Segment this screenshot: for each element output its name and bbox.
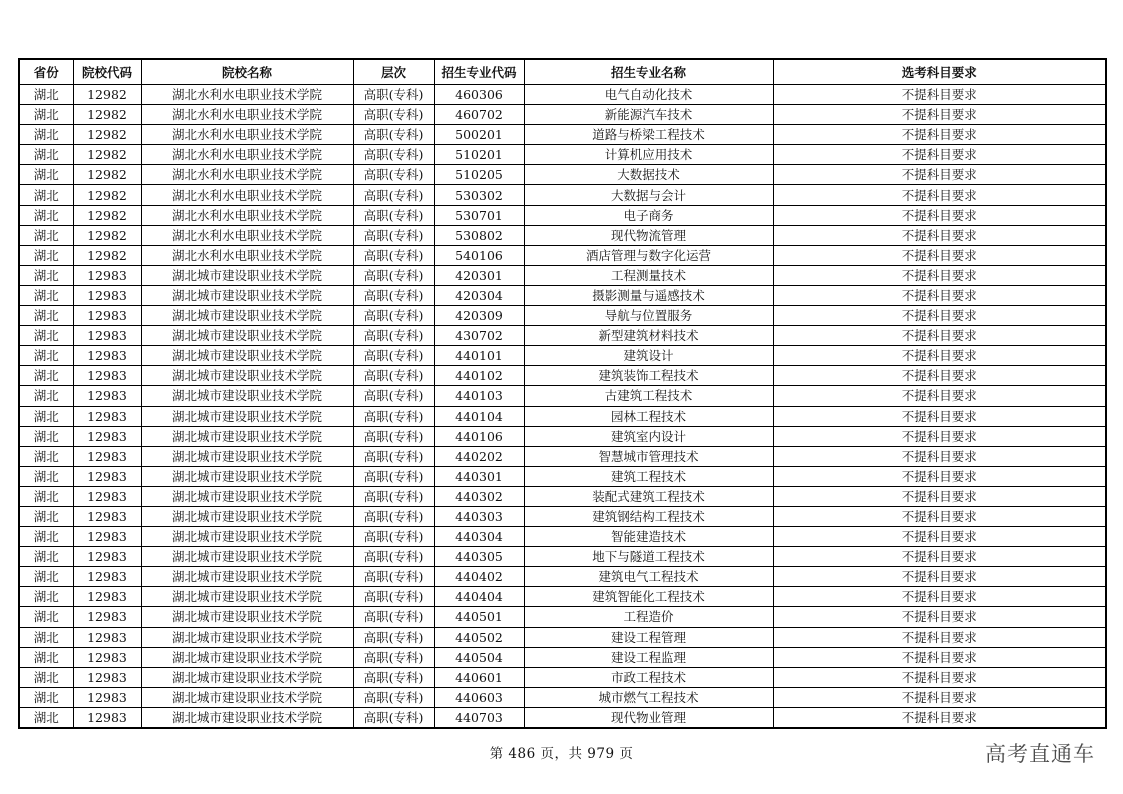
cell-major-name: 古建筑工程技术	[524, 386, 773, 406]
cell-major-code: 440106	[434, 426, 524, 446]
cell-level: 高职(专科)	[353, 245, 434, 265]
cell-major-code: 440202	[434, 446, 524, 466]
table-row	[19, 145, 1106, 165]
cell-level: 高职(专科)	[353, 346, 434, 366]
cell-major-name: 装配式建筑工程技术	[524, 486, 773, 506]
cell-school-name: 湖北城市建设职业技术学院	[141, 527, 353, 547]
cell-province: 湖北	[19, 125, 73, 145]
cell-major-name: 现代物业管理	[524, 707, 773, 728]
cell-subject-requirement: 不提科目要求	[773, 205, 1106, 225]
cell-province: 湖北	[19, 707, 73, 728]
cell-major-name: 建筑电气工程技术	[524, 567, 773, 587]
cell-level: 高职(专科)	[353, 85, 434, 105]
cell-level: 高职(专科)	[353, 306, 434, 326]
header-major-name: 招生专业名称	[524, 59, 773, 85]
cell-province: 湖北	[19, 185, 73, 205]
table-row	[19, 547, 1106, 567]
cell-school-name: 湖北水利水电职业技术学院	[141, 245, 353, 265]
cell-level: 高职(专科)	[353, 587, 434, 607]
cell-level: 高职(专科)	[353, 687, 434, 707]
cell-province: 湖北	[19, 446, 73, 466]
cell-school-name: 湖北水利水电职业技术学院	[141, 85, 353, 105]
cell-major-code: 440404	[434, 587, 524, 607]
table-row	[19, 205, 1106, 225]
cell-school-code: 12983	[73, 265, 141, 285]
cell-school-name: 湖北城市建设职业技术学院	[141, 466, 353, 486]
cell-subject-requirement: 不提科目要求	[773, 185, 1106, 205]
cell-level: 高职(专科)	[353, 265, 434, 285]
cell-province: 湖北	[19, 527, 73, 547]
cell-major-code: 510205	[434, 165, 524, 185]
table-row	[19, 426, 1106, 446]
header-major-code: 招生专业代码	[434, 59, 524, 85]
table-row	[19, 587, 1106, 607]
table-row	[19, 125, 1106, 145]
cell-subject-requirement: 不提科目要求	[773, 707, 1106, 728]
header-level: 层次	[353, 59, 434, 85]
cell-province: 湖北	[19, 105, 73, 125]
cell-major-name: 电子商务	[524, 205, 773, 225]
cell-school-name: 湖北城市建设职业技术学院	[141, 667, 353, 687]
cell-major-name: 建设工程监理	[524, 647, 773, 667]
table-row	[19, 446, 1106, 466]
cell-major-name: 工程测量技术	[524, 265, 773, 285]
cell-province: 湖北	[19, 567, 73, 587]
cell-level: 高职(专科)	[353, 205, 434, 225]
cell-province: 湖北	[19, 85, 73, 105]
cell-subject-requirement: 不提科目要求	[773, 145, 1106, 165]
cell-level: 高职(专科)	[353, 446, 434, 466]
cell-subject-requirement: 不提科目要求	[773, 667, 1106, 687]
table-row	[19, 627, 1106, 647]
cell-province: 湖北	[19, 426, 73, 446]
cell-province: 湖北	[19, 587, 73, 607]
cell-school-name: 湖北城市建设职业技术学院	[141, 607, 353, 627]
cell-school-code: 12983	[73, 567, 141, 587]
cell-level: 高职(专科)	[353, 527, 434, 547]
cell-major-code: 440301	[434, 466, 524, 486]
cell-subject-requirement: 不提科目要求	[773, 125, 1106, 145]
cell-major-code: 440102	[434, 366, 524, 386]
cell-major-name: 地下与隧道工程技术	[524, 547, 773, 567]
cell-major-name: 电气自动化技术	[524, 85, 773, 105]
table-row	[19, 285, 1106, 305]
cell-province: 湖北	[19, 265, 73, 285]
cell-subject-requirement: 不提科目要求	[773, 386, 1106, 406]
cell-province: 湖北	[19, 306, 73, 326]
cell-subject-requirement: 不提科目要求	[773, 85, 1106, 105]
header-subject-requirement: 选考科目要求	[773, 59, 1106, 85]
cell-school-name: 湖北城市建设职业技术学院	[141, 346, 353, 366]
cell-school-name: 湖北城市建设职业技术学院	[141, 406, 353, 426]
cell-major-code: 420309	[434, 306, 524, 326]
cell-major-code: 420304	[434, 285, 524, 305]
cell-major-name: 城市燃气工程技术	[524, 687, 773, 707]
cell-province: 湖北	[19, 607, 73, 627]
cell-level: 高职(专科)	[353, 486, 434, 506]
table-row	[19, 366, 1106, 386]
cell-province: 湖北	[19, 145, 73, 165]
cell-province: 湖北	[19, 245, 73, 265]
cell-school-name: 湖北城市建设职业技术学院	[141, 567, 353, 587]
cell-major-code: 500201	[434, 125, 524, 145]
cell-school-code: 12983	[73, 707, 141, 728]
cell-school-code: 12983	[73, 466, 141, 486]
enrollment-table-container	[18, 58, 1105, 729]
cell-school-name: 湖北水利水电职业技术学院	[141, 145, 353, 165]
table-row	[19, 567, 1106, 587]
cell-school-code: 12983	[73, 366, 141, 386]
cell-school-name: 湖北城市建设职业技术学院	[141, 386, 353, 406]
cell-level: 高职(专科)	[353, 547, 434, 567]
cell-subject-requirement: 不提科目要求	[773, 687, 1106, 707]
cell-subject-requirement: 不提科目要求	[773, 607, 1106, 627]
cell-major-code: 440103	[434, 386, 524, 406]
cell-province: 湖北	[19, 687, 73, 707]
cell-major-code: 540106	[434, 245, 524, 265]
table-row	[19, 386, 1106, 406]
cell-level: 高职(专科)	[353, 225, 434, 245]
cell-subject-requirement: 不提科目要求	[773, 326, 1106, 346]
cell-major-code: 420301	[434, 265, 524, 285]
cell-major-name: 市政工程技术	[524, 667, 773, 687]
cell-major-code: 440305	[434, 547, 524, 567]
cell-major-name: 建筑设计	[524, 346, 773, 366]
cell-province: 湖北	[19, 466, 73, 486]
cell-subject-requirement: 不提科目要求	[773, 506, 1106, 526]
cell-province: 湖北	[19, 547, 73, 567]
cell-school-code: 12983	[73, 627, 141, 647]
cell-subject-requirement: 不提科目要求	[773, 245, 1106, 265]
cell-major-code: 460306	[434, 85, 524, 105]
cell-school-name: 湖北城市建设职业技术学院	[141, 587, 353, 607]
cell-major-name: 智慧城市管理技术	[524, 446, 773, 466]
table-row	[19, 225, 1106, 245]
cell-major-code: 440501	[434, 607, 524, 627]
header-province: 省份	[19, 59, 73, 85]
cell-major-name: 建筑室内设计	[524, 426, 773, 446]
cell-subject-requirement: 不提科目要求	[773, 527, 1106, 547]
cell-level: 高职(专科)	[353, 607, 434, 627]
cell-school-name: 湖北城市建设职业技术学院	[141, 707, 353, 728]
cell-province: 湖北	[19, 165, 73, 185]
cell-school-name: 湖北水利水电职业技术学院	[141, 185, 353, 205]
cell-province: 湖北	[19, 205, 73, 225]
cell-province: 湖北	[19, 285, 73, 305]
table-row	[19, 667, 1106, 687]
table-row	[19, 85, 1106, 105]
cell-major-name: 建筑钢结构工程技术	[524, 506, 773, 526]
table-row	[19, 687, 1106, 707]
cell-school-name: 湖北水利水电职业技术学院	[141, 125, 353, 145]
cell-major-name: 摄影测量与遥感技术	[524, 285, 773, 305]
cell-level: 高职(专科)	[353, 506, 434, 526]
table-row	[19, 486, 1106, 506]
cell-major-name: 导航与位置服务	[524, 306, 773, 326]
enrollment-table	[18, 58, 1107, 729]
cell-subject-requirement: 不提科目要求	[773, 567, 1106, 587]
cell-major-code: 440104	[434, 406, 524, 426]
cell-school-name: 湖北城市建设职业技术学院	[141, 366, 353, 386]
table-row	[19, 165, 1106, 185]
cell-school-code: 12982	[73, 165, 141, 185]
cell-level: 高职(专科)	[353, 466, 434, 486]
table-row	[19, 346, 1106, 366]
cell-level: 高职(专科)	[353, 426, 434, 446]
cell-school-code: 12982	[73, 205, 141, 225]
cell-school-code: 12982	[73, 185, 141, 205]
cell-major-name: 工程造价	[524, 607, 773, 627]
cell-school-code: 12983	[73, 687, 141, 707]
cell-major-code: 530802	[434, 225, 524, 245]
cell-major-code: 460702	[434, 105, 524, 125]
cell-province: 湖北	[19, 346, 73, 366]
cell-province: 湖北	[19, 386, 73, 406]
cell-subject-requirement: 不提科目要求	[773, 587, 1106, 607]
cell-school-name: 湖北水利水电职业技术学院	[141, 225, 353, 245]
cell-major-code: 530302	[434, 185, 524, 205]
cell-province: 湖北	[19, 506, 73, 526]
cell-school-name: 湖北城市建设职业技术学院	[141, 285, 353, 305]
table-row	[19, 406, 1106, 426]
cell-school-name: 湖北城市建设职业技术学院	[141, 506, 353, 526]
cell-level: 高职(专科)	[353, 386, 434, 406]
cell-major-name: 新型建筑材料技术	[524, 326, 773, 346]
cell-major-name: 大数据技术	[524, 165, 773, 185]
cell-major-name: 计算机应用技术	[524, 145, 773, 165]
cell-school-name: 湖北城市建设职业技术学院	[141, 326, 353, 346]
table-row	[19, 506, 1106, 526]
table-row	[19, 306, 1106, 326]
cell-subject-requirement: 不提科目要求	[773, 486, 1106, 506]
cell-school-code: 12982	[73, 145, 141, 165]
cell-school-code: 12983	[73, 386, 141, 406]
table-row	[19, 105, 1106, 125]
cell-school-name: 湖北城市建设职业技术学院	[141, 306, 353, 326]
table-row	[19, 607, 1106, 627]
cell-major-name: 现代物流管理	[524, 225, 773, 245]
cell-subject-requirement: 不提科目要求	[773, 346, 1106, 366]
cell-level: 高职(专科)	[353, 165, 434, 185]
cell-school-code: 12983	[73, 647, 141, 667]
cell-school-code: 12983	[73, 607, 141, 627]
cell-level: 高职(专科)	[353, 627, 434, 647]
cell-level: 高职(专科)	[353, 707, 434, 728]
cell-level: 高职(专科)	[353, 326, 434, 346]
cell-school-code: 12982	[73, 225, 141, 245]
cell-subject-requirement: 不提科目要求	[773, 547, 1106, 567]
table-row	[19, 527, 1106, 547]
cell-major-name: 道路与桥梁工程技术	[524, 125, 773, 145]
table-row	[19, 707, 1106, 728]
table-row	[19, 326, 1106, 346]
cell-major-name: 园林工程技术	[524, 406, 773, 426]
cell-major-code: 440603	[434, 687, 524, 707]
cell-subject-requirement: 不提科目要求	[773, 306, 1106, 326]
watermark-logo-text: 高考直通车	[985, 742, 1095, 766]
cell-level: 高职(专科)	[353, 567, 434, 587]
cell-level: 高职(专科)	[353, 406, 434, 426]
cell-school-code: 12982	[73, 105, 141, 125]
cell-major-code: 440302	[434, 486, 524, 506]
cell-subject-requirement: 不提科目要求	[773, 265, 1106, 285]
cell-major-name: 大数据与会计	[524, 185, 773, 205]
cell-school-code: 12983	[73, 486, 141, 506]
cell-school-name: 湖北城市建设职业技术学院	[141, 647, 353, 667]
cell-province: 湖北	[19, 486, 73, 506]
cell-province: 湖北	[19, 225, 73, 245]
cell-school-name: 湖北城市建设职业技术学院	[141, 486, 353, 506]
cell-school-name: 湖北水利水电职业技术学院	[141, 105, 353, 125]
cell-subject-requirement: 不提科目要求	[773, 446, 1106, 466]
cell-school-code: 12982	[73, 125, 141, 145]
cell-major-code: 440703	[434, 707, 524, 728]
cell-school-code: 12983	[73, 667, 141, 687]
cell-major-name: 智能建造技术	[524, 527, 773, 547]
cell-level: 高职(专科)	[353, 285, 434, 305]
cell-major-code: 440502	[434, 627, 524, 647]
cell-major-code: 440601	[434, 667, 524, 687]
cell-major-name: 建设工程管理	[524, 627, 773, 647]
cell-major-code: 510201	[434, 145, 524, 165]
cell-province: 湖北	[19, 406, 73, 426]
cell-province: 湖北	[19, 366, 73, 386]
cell-school-code: 12983	[73, 306, 141, 326]
page-number: 第 486 页，共 979 页	[489, 746, 634, 762]
cell-subject-requirement: 不提科目要求	[773, 426, 1106, 446]
table-body	[19, 85, 1106, 729]
cell-school-name: 湖北水利水电职业技术学院	[141, 205, 353, 225]
cell-subject-requirement: 不提科目要求	[773, 105, 1106, 125]
cell-major-code: 430702	[434, 326, 524, 346]
table-row	[19, 466, 1106, 486]
cell-school-code: 12983	[73, 527, 141, 547]
table-row	[19, 245, 1106, 265]
cell-subject-requirement: 不提科目要求	[773, 466, 1106, 486]
cell-province: 湖北	[19, 667, 73, 687]
cell-subject-requirement: 不提科目要求	[773, 406, 1106, 426]
cell-school-name: 湖北城市建设职业技术学院	[141, 426, 353, 446]
table-row	[19, 265, 1106, 285]
cell-level: 高职(专科)	[353, 366, 434, 386]
cell-level: 高职(专科)	[353, 125, 434, 145]
cell-school-code: 12983	[73, 346, 141, 366]
cell-major-code: 440504	[434, 647, 524, 667]
cell-school-code: 12983	[73, 285, 141, 305]
cell-school-name: 湖北城市建设职业技术学院	[141, 446, 353, 466]
cell-major-name: 建筑智能化工程技术	[524, 587, 773, 607]
cell-school-name: 湖北城市建设职业技术学院	[141, 547, 353, 567]
cell-school-code: 12983	[73, 506, 141, 526]
cell-level: 高职(专科)	[353, 185, 434, 205]
cell-school-code: 12983	[73, 406, 141, 426]
cell-major-code: 440304	[434, 527, 524, 547]
cell-level: 高职(专科)	[353, 145, 434, 165]
cell-school-code: 12983	[73, 326, 141, 346]
cell-school-code: 12983	[73, 587, 141, 607]
cell-major-name: 建筑装饰工程技术	[524, 366, 773, 386]
cell-school-code: 12983	[73, 547, 141, 567]
table-row	[19, 647, 1106, 667]
cell-school-name: 湖北城市建设职业技术学院	[141, 627, 353, 647]
cell-level: 高职(专科)	[353, 667, 434, 687]
cell-province: 湖北	[19, 627, 73, 647]
cell-school-name: 湖北城市建设职业技术学院	[141, 265, 353, 285]
cell-major-code: 530701	[434, 205, 524, 225]
cell-school-name: 湖北水利水电职业技术学院	[141, 165, 353, 185]
cell-major-name: 新能源汽车技术	[524, 105, 773, 125]
cell-major-code: 440101	[434, 346, 524, 366]
header-school-code: 院校代码	[73, 59, 141, 85]
cell-major-name: 建筑工程技术	[524, 466, 773, 486]
cell-school-code: 12983	[73, 446, 141, 466]
cell-major-code: 440402	[434, 567, 524, 587]
cell-subject-requirement: 不提科目要求	[773, 285, 1106, 305]
cell-subject-requirement: 不提科目要求	[773, 647, 1106, 667]
cell-school-code: 12982	[73, 85, 141, 105]
cell-level: 高职(专科)	[353, 105, 434, 125]
cell-subject-requirement: 不提科目要求	[773, 366, 1106, 386]
cell-subject-requirement: 不提科目要求	[773, 627, 1106, 647]
cell-major-name: 酒店管理与数字化运营	[524, 245, 773, 265]
cell-major-code: 440303	[434, 506, 524, 526]
cell-subject-requirement: 不提科目要求	[773, 225, 1106, 245]
cell-province: 湖北	[19, 647, 73, 667]
table-row	[19, 185, 1106, 205]
cell-subject-requirement: 不提科目要求	[773, 165, 1106, 185]
cell-province: 湖北	[19, 326, 73, 346]
cell-school-code: 12983	[73, 426, 141, 446]
header-school-name: 院校名称	[141, 59, 353, 85]
cell-school-code: 12982	[73, 245, 141, 265]
cell-level: 高职(专科)	[353, 647, 434, 667]
cell-school-name: 湖北城市建设职业技术学院	[141, 687, 353, 707]
table-header-row	[19, 59, 1106, 85]
